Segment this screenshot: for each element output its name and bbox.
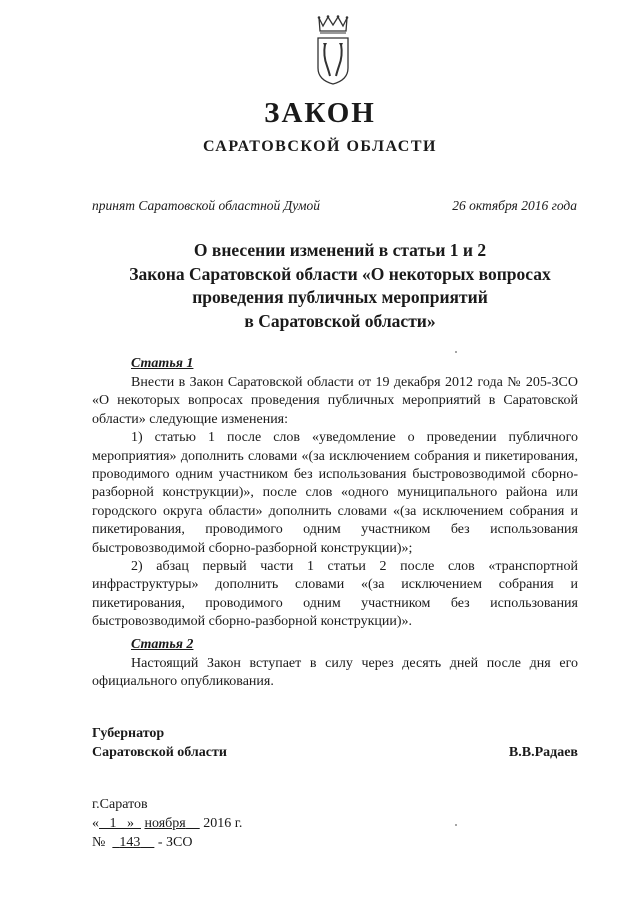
article-1-heading: Статья 1 [131, 356, 194, 371]
adopted-by: принят Саратовской областной Думой [92, 198, 321, 213]
law-number-value: 143 [119, 835, 141, 850]
signing-date [92, 815, 242, 834]
law-title-line: О внесении изменений в статьи 1 и 2 [193, 240, 487, 260]
law-number [92, 834, 192, 853]
document-title: ЗАКОН [264, 97, 376, 129]
date-quote-close: » [127, 816, 134, 831]
scan-speck [455, 351, 457, 353]
law-title-line: проведения публичных мероприятий [192, 287, 488, 307]
number-suffix: - ЗСО [157, 835, 193, 850]
article-1-intro: Внести в Закон Саратовской области от 19 декабря 2012 года № 205-ЗСО «О некоторых вопросах проведения публичных мероприятий в Саратовской области» следующие изменения: [92, 375, 578, 427]
signing-year: 2016 г. [203, 816, 243, 831]
article-2-heading: Статья 2 [131, 637, 194, 652]
law-title-line: в Саратовской области» [244, 310, 436, 331]
signing-city: г.Саратов [92, 797, 148, 812]
law-title [60, 239, 620, 333]
law-title-line: Закона Саратовской области «О некоторых вопросах [129, 263, 551, 284]
signer-position-line-1: Губернатор [92, 726, 165, 741]
article-1-body [92, 374, 578, 632]
signing-day: 1 [109, 816, 117, 831]
signer-position-line-2: Саратовской области [92, 745, 227, 760]
signing-month: ноября [144, 816, 186, 831]
article-1-item-1: 1) статью 1 после слов «уведомление о проведении публичного мероприятия» дополнить словами «(за исключением собрания и пикетирования, проводимого одним участником без использования быстровозводимой сборно-разборной конструкции)», после слов «одного муниципального района или городского округа области» дополнить словами «(за исключением собрания и пикетирования, проводимого одним участником без использования быстровозводимой сборно-разборной конструкции)»; [92, 430, 578, 556]
signer-name: В.В.Радаев [508, 745, 578, 760]
article-2-body [92, 655, 578, 692]
saratov-coat-of-arms-icon [311, 14, 355, 86]
date-quote-open: « [92, 816, 99, 831]
number-prefix: № [92, 835, 106, 850]
document-subtitle: САРАТОВСКОЙ ОБЛАСТИ [203, 138, 437, 155]
article-1-item-2: 2) абзац первый части 1 статьи 2 после слов «транспортной инфраструктуры» дополнить словами «(за исключением собрания и пикетирования, проводимого одним участником без использования быстровозводимой сборно-разборной конструкции)». [92, 559, 578, 630]
adoption-date: 26 октября 2016 года [452, 198, 577, 213]
article-2-text: Настоящий Закон вступает в силу через десять дней после дня его официального опубликования. [92, 656, 578, 690]
scan-speck [455, 824, 457, 826]
